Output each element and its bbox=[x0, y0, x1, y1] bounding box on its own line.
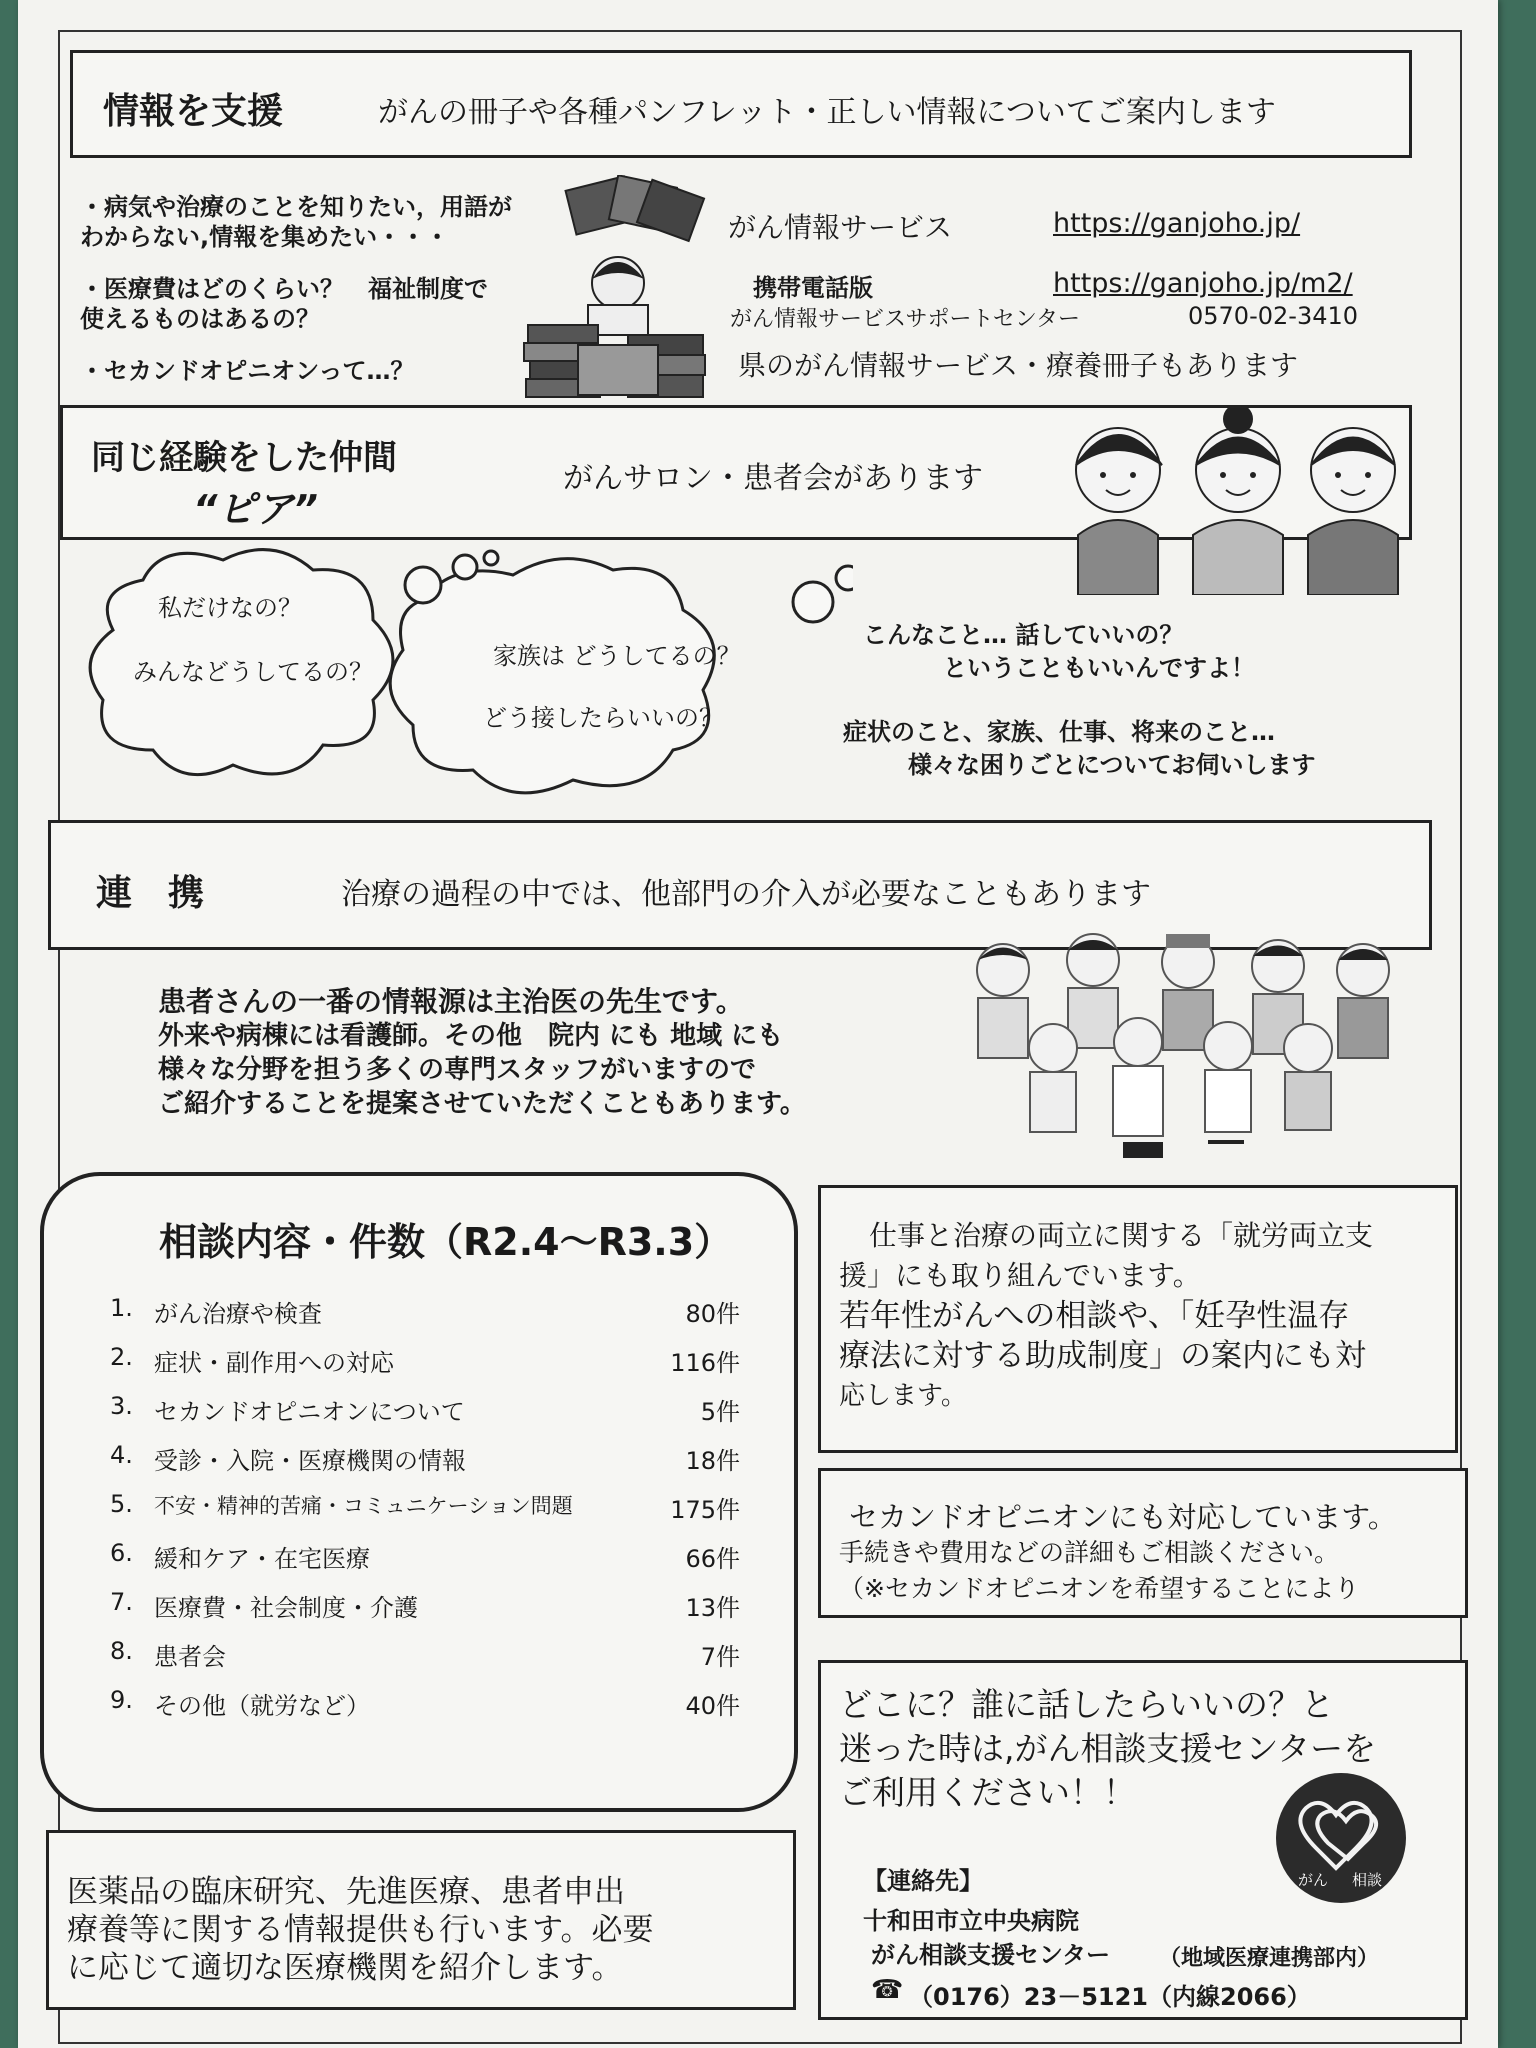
flyer-paper bbox=[18, 0, 1498, 2048]
contact-center: がん相談支援センター bbox=[871, 1941, 1111, 1969]
phone-icon: ☎ bbox=[871, 1975, 904, 2005]
work-line: 仕事と治療の両立に関する「就労両立支 bbox=[869, 1219, 1374, 1252]
stats-label: 症状・副作用への対応 bbox=[154, 1349, 394, 1377]
info-bullet: わからない,情報を集めたい・・・ bbox=[80, 223, 450, 251]
info-bullet: 使えるものはあるの？ bbox=[80, 305, 320, 333]
heart-logo-icon bbox=[1276, 1773, 1406, 1903]
contact-phone[interactable]: （0176）23－5121（内線2066） bbox=[909, 1983, 1311, 2011]
stats-num: 5. bbox=[110, 1490, 133, 1518]
topics-line1: 症状のこと、家族、仕事、将来のこと… bbox=[843, 718, 1275, 746]
stats-row bbox=[110, 1392, 740, 1427]
cloud1-line1: 私だけなの？ bbox=[158, 594, 302, 622]
stats-num: 2. bbox=[110, 1343, 133, 1371]
stats-row bbox=[110, 1441, 740, 1476]
stats-row bbox=[110, 1490, 740, 1525]
stats-row bbox=[110, 1686, 740, 1721]
topics-line2: 様々な困りごとについてお伺いします bbox=[908, 751, 1316, 779]
work-line: 療法に対する助成制度」の案内にも対 bbox=[839, 1338, 1366, 1374]
contact-line: 迷った時は,がん相談支援センターを bbox=[839, 1729, 1377, 1768]
work-line: 若年性がんへの相談や、「妊孕性温存 bbox=[839, 1298, 1350, 1334]
info-header-box bbox=[70, 50, 1412, 158]
peer-title-sub: “ピア” bbox=[193, 487, 318, 531]
info-title: 情報を支援 bbox=[103, 91, 284, 132]
stats-count: 116件 bbox=[670, 1349, 740, 1377]
info-subtitle: がんの冊子や各種パンフレット・正しい情報についてご案内します bbox=[378, 95, 1276, 130]
work-support-box bbox=[818, 1185, 1458, 1453]
stats-num: 9. bbox=[110, 1686, 133, 1714]
prefecture-note: 県のがん情報サービス・療養冊子もあります bbox=[738, 349, 1299, 382]
info-bullet: ・セカンドオピニオンって…？ bbox=[80, 357, 415, 385]
staff-group-illustration bbox=[958, 930, 1398, 1170]
stats-count: 66件 bbox=[685, 1545, 740, 1573]
peer-women-illustration bbox=[1058, 405, 1438, 595]
mobile-label: 携帯電話版 bbox=[753, 274, 873, 302]
contact-box bbox=[818, 1660, 1468, 2020]
second-line: 手続きや費用などの詳細もご相談ください。 bbox=[839, 1538, 1340, 1567]
contact-dept: （地域医療連携部内） bbox=[1159, 1946, 1380, 1971]
second-opinion-text bbox=[839, 1499, 1397, 1607]
support-phone: 0570-02-3410 bbox=[1188, 302, 1359, 330]
stats-label: その他（就労など） bbox=[154, 1692, 370, 1720]
work-support-text bbox=[839, 1216, 1373, 1416]
second-line: （※セカンドオピニオンを希望することにより bbox=[839, 1574, 1360, 1603]
peer-subtitle: がんサロン・患者会があります bbox=[563, 461, 983, 496]
logo-text-left: がん bbox=[1298, 1871, 1329, 1889]
mobile-url-link[interactable]: https://ganjoho.jp/m2/ bbox=[1053, 268, 1353, 299]
coop-body-line: 患者さんの一番の情報源は主治医の先生です。 bbox=[158, 985, 744, 1018]
contact-hospital: 十和田市立中央病院 bbox=[863, 1907, 1079, 1935]
contact-line: ご利用ください！！ bbox=[839, 1773, 1136, 1812]
stats-row bbox=[110, 1294, 740, 1329]
stats-count: 175件 bbox=[670, 1496, 740, 1524]
stats-count: 5件 bbox=[700, 1398, 740, 1426]
stats-label: がん治療や検査 bbox=[154, 1300, 322, 1328]
stats-label: 緩和ケア・在宅医療 bbox=[154, 1545, 370, 1573]
service-label: がん情報サービス bbox=[728, 211, 953, 244]
cloud1-line2: みんなどうしてるの？ bbox=[133, 658, 373, 686]
peer-title: 同じ経験をした仲間 bbox=[91, 438, 397, 478]
stats-label: セカンドオピニオンについて bbox=[154, 1398, 465, 1426]
stats-num: 7. bbox=[110, 1588, 133, 1616]
stats-count: 40件 bbox=[685, 1692, 740, 1720]
stats-count: 80件 bbox=[685, 1300, 740, 1328]
stats-num: 6. bbox=[110, 1539, 133, 1567]
stats-label: 受診・入院・医療機関の情報 bbox=[154, 1447, 466, 1475]
contact-label: 【連絡先】 bbox=[863, 1867, 983, 1895]
research-text bbox=[67, 1873, 654, 1987]
contact-line: どこに？誰に話したらいいの？と bbox=[839, 1685, 1334, 1724]
research-line: に応じて適切な医療機関を紹介します。 bbox=[67, 1950, 623, 1986]
stats-label: 医療費・社会制度・介護 bbox=[154, 1594, 418, 1622]
coop-body bbox=[158, 985, 806, 1121]
logo-text-right: 相談 bbox=[1352, 1871, 1383, 1889]
work-line: 応します。 bbox=[839, 1381, 967, 1411]
stats-row bbox=[110, 1637, 740, 1672]
stats-title: 相談内容・件数（R2.4～R3.3） bbox=[159, 1220, 733, 1264]
second-opinion-box bbox=[818, 1468, 1468, 1618]
stats-num: 4. bbox=[110, 1441, 133, 1469]
stats-num: 3. bbox=[110, 1392, 133, 1420]
consultation-logo bbox=[1276, 1773, 1406, 1903]
stats-row bbox=[110, 1539, 740, 1574]
stats-row bbox=[110, 1588, 740, 1623]
cloud2-line1: 家族は どうしてるの？ bbox=[493, 642, 741, 670]
coop-body-line: 外来や病棟には看護師。その他 院内 にも 地域 にも bbox=[158, 1021, 784, 1051]
stats-count: 18件 bbox=[685, 1447, 740, 1475]
talk-line1: こんなこと… 話していいの？ bbox=[863, 621, 1184, 649]
stats-label: 患者会 bbox=[154, 1643, 226, 1671]
info-bullet: ・病気や治療のことを知りたい，用語が bbox=[80, 193, 512, 221]
research-line: 療養等に関する情報提供も行います。必要 bbox=[67, 1912, 654, 1948]
stats-num: 1. bbox=[110, 1294, 133, 1322]
coop-body-line: ご紹介することを提案させていただくこともあります。 bbox=[158, 1089, 806, 1119]
stats-row bbox=[110, 1343, 740, 1378]
support-center-label: がん情報サービスサポートセンター bbox=[730, 307, 1081, 332]
cloud2-line2: どう接したらいいの？ bbox=[483, 704, 723, 732]
coop-body-line: 様々な分野を担う多くの専門スタッフがいますので bbox=[158, 1055, 757, 1085]
stats-label: 不安・精神的苦痛・コミュニケーション問題 bbox=[154, 1494, 573, 1518]
info-bullet: ・医療費はどのくらい？ 福祉制度で bbox=[80, 275, 488, 303]
reading-person-illustration bbox=[518, 175, 718, 405]
stats-num: 8. bbox=[110, 1637, 133, 1665]
stats-count: 13件 bbox=[685, 1594, 740, 1622]
research-box bbox=[46, 1830, 796, 2010]
second-line: セカンドオピニオンにも対応しています。 bbox=[849, 1500, 1397, 1534]
service-url-link[interactable]: https://ganjoho.jp/ bbox=[1053, 208, 1301, 239]
work-line: 援」にも取り組んでいます。 bbox=[839, 1259, 1201, 1292]
coop-subtitle: 治療の過程の中では、他部門の介入が必要なこともあります bbox=[341, 877, 1151, 912]
info-bullets bbox=[80, 192, 560, 386]
research-line: 医薬品の臨床研究、先進医療、患者申出 bbox=[67, 1874, 625, 1910]
talk-line2: ということもいいんですよ！ bbox=[943, 654, 1255, 682]
coop-title: 連 携 bbox=[96, 873, 205, 914]
stats-count: 7件 bbox=[700, 1643, 740, 1671]
